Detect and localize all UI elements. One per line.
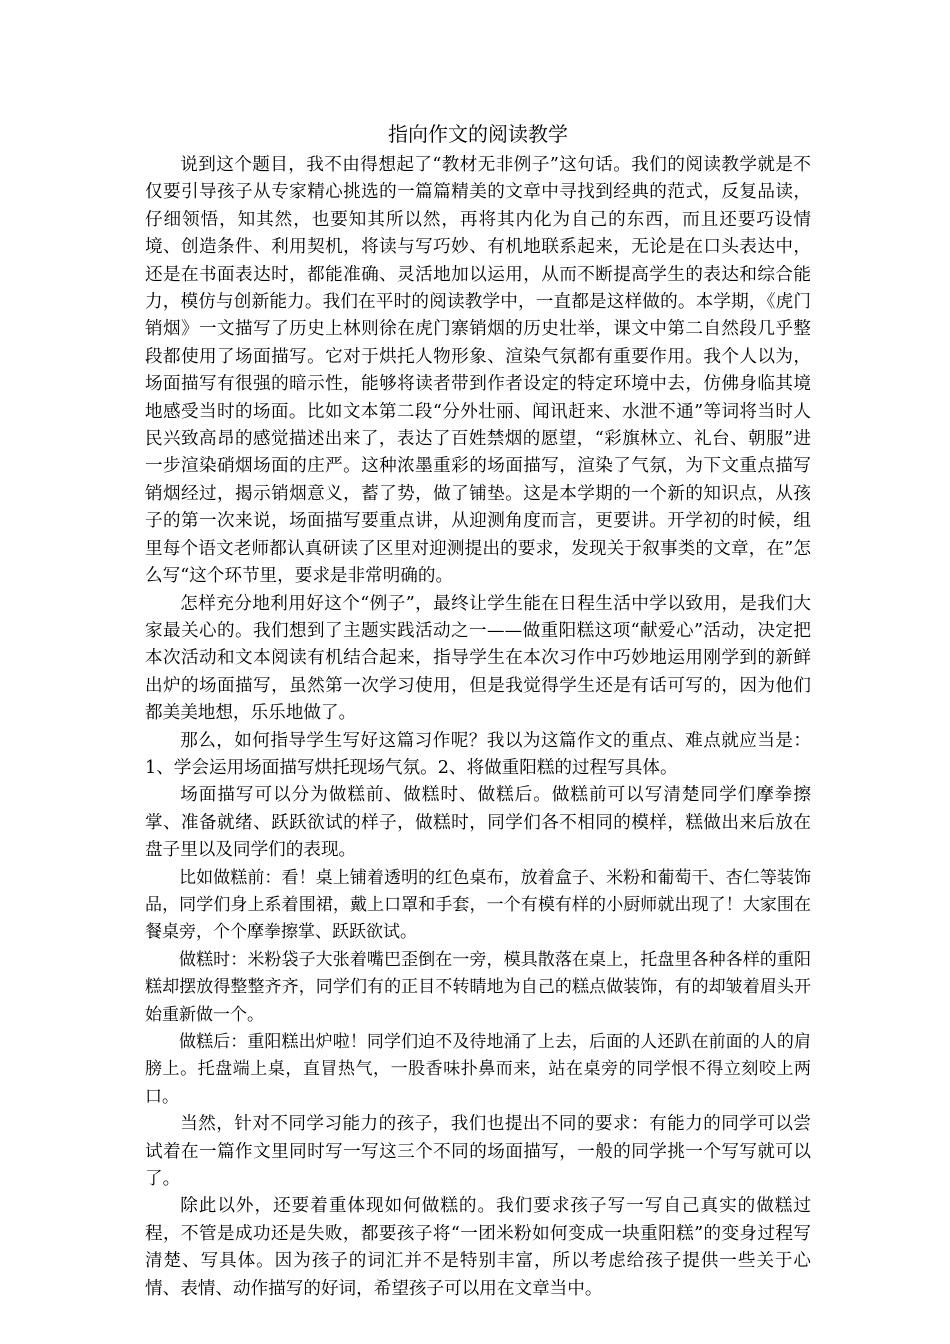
document-body bbox=[145, 118, 811, 1303]
paragraph-intro: 说到这个题目，我不由得想起了“教材无非例子”这句话。我们的阅读教学就是不仅要引导孩子从专家精心挑选的一篇篇精美的文章中寻找到经典的范式，反复品读，仔细领悟，知其然，也要知其所以然，再将其内化为自己的东西，而且还要巧设情境、创造条件、利用契机，将读与写巧妙、有机地联系起来，无论是在口头表达中，还是在书面表达时，都能准确、灵活地加以运用，从而不断提高学生的表达和综合能力，模仿与创新能力。我们在平时的阅读教学中，一直都是这样做的。本学期，《虎门销烟》一文描写了历史上林则徐在虎门寨销烟的历史壮举，课文中第二自然段几乎整段都使用了场面描写。它对于烘托人物形象、渲染气氛都有重要作用。我个人以为，场面描写有很强的暗示性，能够将读者带到作者设定的特定环境中去，仿佛身临其境地感受当时的场面。比如文本第二段“分外壮丽、闻讯赶来、水泄不通”等词将当时人民兴致高昂的感觉描述出来了，表达了百姓禁烟的愿望，“彩旗林立、礼台、朝服”进一步渲染硝烟场面的庄严。这种浓墨重彩的场面描写，渲染了气氛，为下文重点描写销烟经过，揭示销烟意义，蓄了势，做了铺垫。这是本学期的一个新的知识点，从孩子的第一次来说，场面描写要重点讲，从迎测角度而言，更要讲。开学初的时候，组里每个语文老师都认真研读了区里对迎测提出的要求，发现关于叙事类的文章，在”怎么写“这个环节里，要求是非常明确的。 bbox=[145, 155, 811, 587]
paragraph-after-making: 做糕后：重阳糕出炉啦！同学们迫不及待地涌了上去，后面的人还趴在前面的人的肩膀上。托盘端上桌，直冒热气，一股香味扑鼻而来，站在桌旁的同学恨不得立刻咬上两口。 bbox=[145, 1032, 811, 1107]
paragraph-key-points: 那么，如何指导学生写好这篇习作呢？我以为这篇作文的重点、难点就应当是：1、学会运用场面描写烘托现场气氛。2、将做重阳糕的过程写具体。 bbox=[145, 730, 811, 778]
paragraph-while-making: 做糕时：米粉袋子大张着嘴巴歪倒在一旁，模具散落在桌上，托盘里各种各样的重阳糕却摆放得整整齐齐，同学们有的正目不转睛地为自己的糕点做装饰，有的却皱着眉头开始重新做一个。 bbox=[145, 949, 811, 1025]
paragraph-example-usage: 怎样充分地利用好这个“例子”，最终让学生能在日程生活中学以致用，是我们大家最关心的。我们想到了主题实践活动之一——做重阳糕这项“献爱心”活动，决定把本次活动和文本阅读有机结合起来，指导学生在本次习作中巧妙地运用刚学到的新鲜出炉的场面描写，虽然第一次学习使用，但是我觉得学生还是有话可写的，因为他们都美美地想，乐乐地做了。 bbox=[145, 593, 811, 724]
paragraph-making-process: 除此以外，还要着重体现如何做糕的。我们要求孩子写一写自己真实的做糕过程，不管是成功还是失败，都要孩子将“一团米粉如何变成一块重阳糕”的变身过程写清楚、写具体。因为孩子的词汇并不是特别丰富，所以考虑给孩子提供一些关于心情、表情、动作描写的好词，希望孩子可以用在文章当中。 bbox=[145, 1196, 811, 1299]
paragraph-differentiated-requirements: 当然，针对不同学习能力的孩子，我们也提出不同的要求：有能力的同学可以尝试着在一篇作文里同时写一写这三个不同的场面描写，一般的同学挑一个写写就可以了。 bbox=[145, 1114, 811, 1190]
document-title: 指向作文的阅读教学 bbox=[388, 122, 568, 146]
paragraph-before-making: 比如做糕前：看！桌上铺着透明的红色桌布，放着盒子、米粉和葡萄干、杏仁等装饰品，同学们身上系着围裙，戴上口罩和手套，一个有模有样的小厨师就出现了！大家围在餐桌旁，个个摩拳擦掌、跃跃欲试。 bbox=[145, 867, 811, 943]
paragraph-scene-division: 场面描写可以分为做糕前、做糕时、做糕后。做糕前可以写清楚同学们摩拳擦掌、准备就绪、跃跃欲试的样子，做糕时，同学们各不相同的模样，糕做出来后放在盘子里以及同学们的表现。 bbox=[145, 785, 811, 861]
